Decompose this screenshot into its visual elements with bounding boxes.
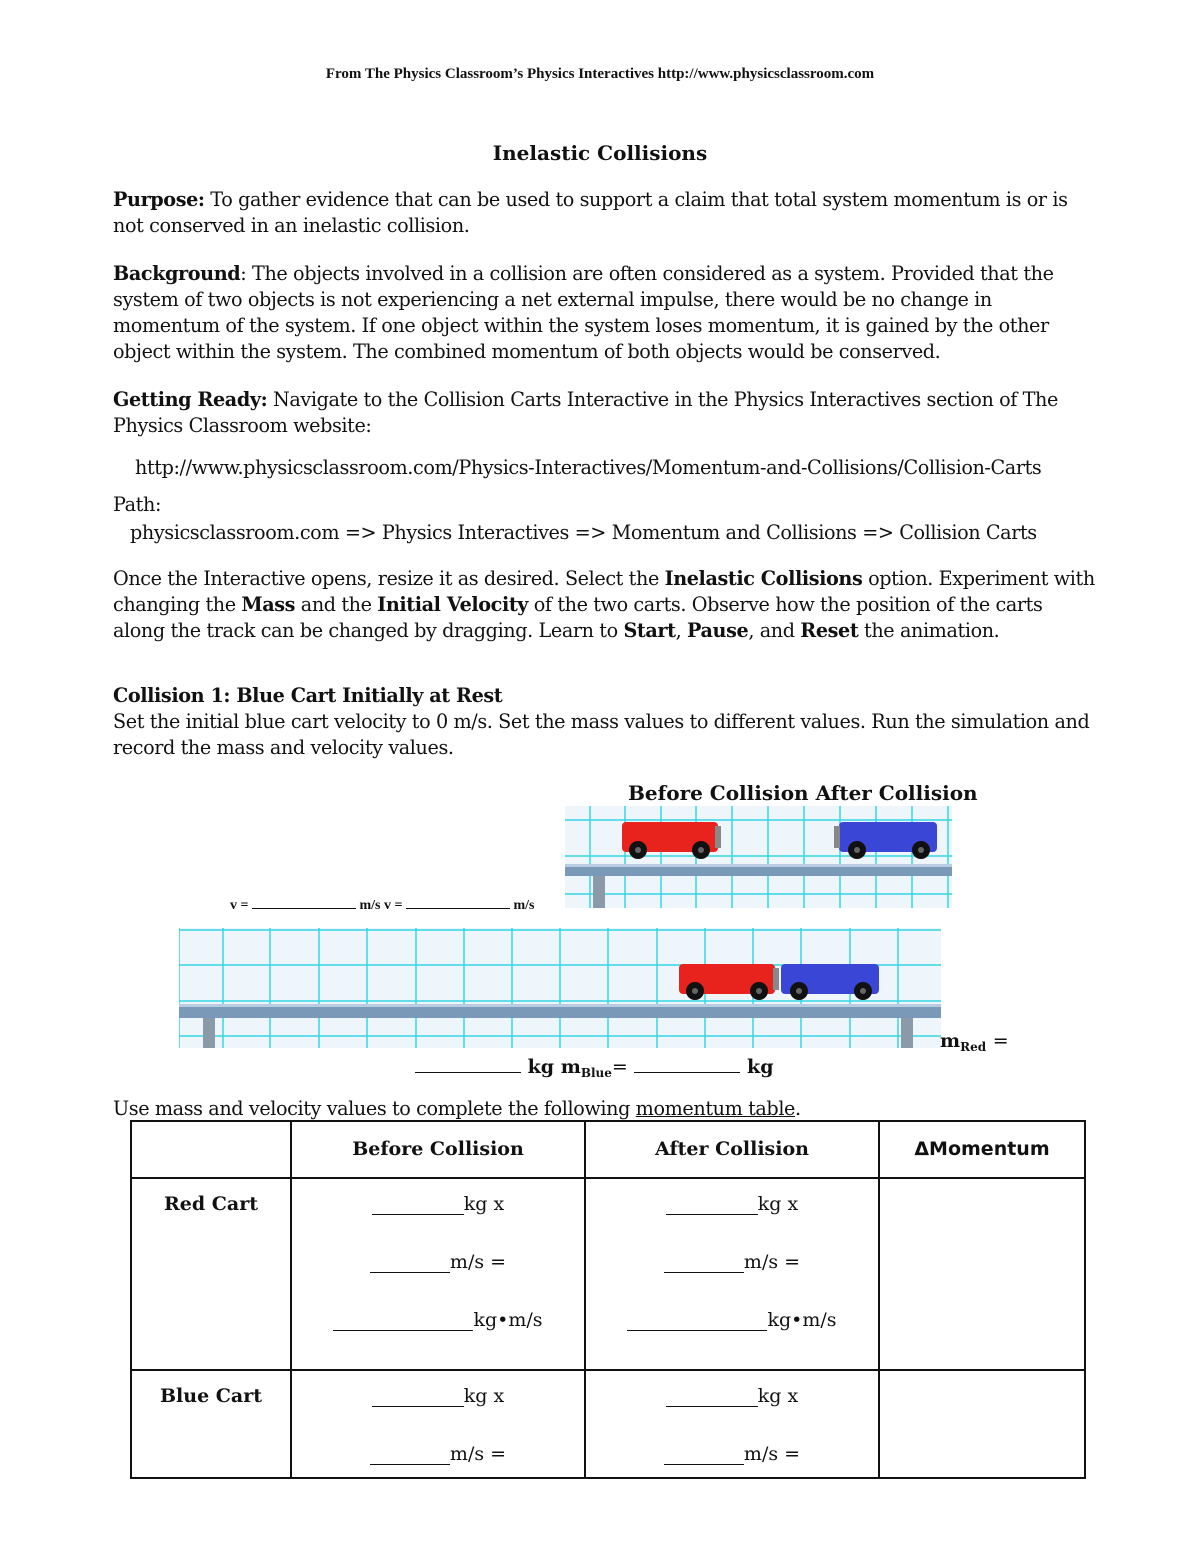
getting-ready-paragraph	[113, 387, 1093, 439]
blue-delta-cell[interactable]	[879, 1370, 1085, 1478]
background-label: Background	[113, 262, 241, 285]
ms-unit-red: m/s	[359, 898, 381, 913]
m-red: m	[940, 1030, 961, 1052]
v-label-red: v =	[230, 898, 249, 913]
getting-ready-label: Getting Ready:	[113, 388, 268, 411]
instr-bold-pause: Pause	[687, 619, 749, 642]
blue-after-cell	[585, 1370, 879, 1478]
table-header-row	[131, 1121, 1085, 1178]
label-after-collision: After Collision	[815, 781, 978, 805]
ms-eq: m/s =	[449, 1251, 507, 1273]
table-intro-link: momentum table	[635, 1097, 796, 1120]
blank[interactable]	[666, 1196, 758, 1215]
velocity-blue-blank[interactable]	[406, 894, 510, 909]
instr-text: of the two carts. Observe how the position of the carts along the track can be changed by dragging. Learn to	[113, 593, 1043, 642]
label-before-collision: Before Collision	[628, 781, 809, 805]
header-empty	[131, 1121, 291, 1178]
blue-after-velocity	[587, 1443, 877, 1473]
ms-eq: m/s =	[743, 1251, 801, 1273]
path-label: Path:	[113, 493, 162, 516]
table-intro	[113, 1096, 1093, 1122]
velocity-red-blank[interactable]	[252, 894, 356, 909]
kg-unit-blue: kg	[747, 1056, 774, 1078]
red-before-cell	[291, 1178, 585, 1370]
interactive-url[interactable]: http://www.physicsclassroom.com/Physics-Interactives/Momentum-and-Collisions/Collision-Carts	[135, 456, 1042, 479]
blank[interactable]	[333, 1312, 473, 1331]
m-blue: m	[560, 1056, 581, 1078]
red-before-momentum	[293, 1309, 583, 1367]
kg-x: kg x	[757, 1385, 799, 1407]
blue-before-mass	[293, 1385, 583, 1443]
ms-eq: m/s =	[449, 1443, 507, 1465]
blank[interactable]	[664, 1446, 744, 1465]
kg-x: kg x	[757, 1193, 799, 1215]
red-delta-cell[interactable]	[879, 1178, 1085, 1370]
mass-blue-blank[interactable]	[634, 1054, 740, 1073]
getting-ready-text: Navigate to the Collision Carts Interactive in the Physics Interactives section of The Physics Classroom website:	[113, 388, 1058, 437]
ms-unit-blue: m/s	[513, 898, 535, 913]
instructions-paragraph	[113, 566, 1098, 644]
red-before-mass	[293, 1193, 583, 1251]
instr-bold-inelastic: Inelastic Collisions	[664, 567, 863, 590]
blank[interactable]	[664, 1254, 744, 1273]
mass-blanks	[415, 1054, 774, 1078]
red-before-velocity	[293, 1251, 583, 1309]
blank[interactable]	[370, 1446, 450, 1465]
blue-before-velocity	[293, 1443, 583, 1473]
table-intro-period: .	[795, 1097, 801, 1120]
instr-text: and the	[295, 593, 378, 616]
momentum-table	[130, 1120, 1086, 1479]
m-blue-equals: =	[611, 1056, 628, 1078]
navigation-path: physicsclassroom.com => Physics Interactives => Momentum and Collisions => Collision Carts	[130, 521, 1037, 544]
blank[interactable]	[372, 1196, 464, 1215]
header-delta-momentum: ΔMomentum	[879, 1121, 1085, 1178]
red-after-momentum	[587, 1309, 877, 1367]
ms-eq: m/s =	[743, 1443, 801, 1465]
background-paragraph	[113, 261, 1093, 365]
table-row-blue	[131, 1370, 1085, 1478]
blank[interactable]	[627, 1312, 767, 1331]
before-collision-image	[565, 806, 952, 908]
instr-text: , and	[748, 619, 801, 642]
velocity-blanks	[230, 894, 534, 914]
red-after-velocity	[587, 1251, 877, 1309]
mass-red-label	[940, 1030, 1009, 1052]
page-title: Inelastic Collisions	[492, 141, 708, 165]
blue-before-cell	[291, 1370, 585, 1478]
blank[interactable]	[372, 1388, 464, 1407]
kg-unit-red: kg	[527, 1056, 555, 1078]
blue-after-mass	[587, 1385, 877, 1443]
collision1-section	[113, 683, 1093, 761]
red-after-cell	[585, 1178, 879, 1370]
blank[interactable]	[666, 1388, 758, 1407]
instr-bold-start: Start	[623, 619, 676, 642]
kg-x: kg x	[463, 1385, 505, 1407]
collision1-heading: Collision 1: Blue Cart Initially at Rest	[113, 684, 503, 707]
blank[interactable]	[370, 1254, 450, 1273]
table-intro-text: Use mass and velocity values to complete the following	[113, 1097, 636, 1120]
page-header: From The Physics Classroom’s Physics Interactives http://www.physicsclassroom.com	[325, 66, 875, 82]
instr-text: Once the Interactive opens, resize it as desired. Select the	[113, 567, 665, 590]
header-before: Before Collision	[291, 1121, 585, 1178]
header-after: After Collision	[585, 1121, 879, 1178]
instr-bold-reset: Reset	[800, 619, 859, 642]
figure-label-before	[628, 781, 978, 805]
instr-text: ,	[675, 619, 687, 642]
table-row-red	[131, 1178, 1085, 1370]
instr-text: option. Experiment with changing the	[113, 567, 1095, 616]
mass-red-blank[interactable]	[415, 1054, 521, 1073]
v-label-blue: v =	[383, 898, 403, 913]
purpose-paragraph	[113, 187, 1093, 239]
m-blue-sub: Blue	[580, 1066, 612, 1080]
kgms: kg•m/s	[767, 1309, 837, 1331]
instr-bold-mass: Mass	[241, 593, 296, 616]
collision1-text: Set the initial blue cart velocity to 0 m/s. Set the mass values to different values. Run the simulation and record the mass and velocity values.	[113, 710, 1090, 759]
red-cart-label: Red Cart	[131, 1178, 291, 1370]
background-text: : The objects involved in a collision are often considered as a system. Provided that the system of two objects is not experiencing a net external impulse, there would be no change in momentum of the system. If one object within the system loses momentum, it is gained by the other object within the system. The combined momentum of both objects would be conserved.	[113, 262, 1054, 363]
after-collision-image	[179, 928, 941, 1048]
kg-x: kg x	[463, 1193, 505, 1215]
red-after-mass	[587, 1193, 877, 1251]
kgms: kg•m/s	[473, 1309, 543, 1331]
instr-bold-velocity: Initial Velocity	[377, 593, 529, 616]
purpose-label: Purpose:	[113, 188, 205, 211]
m-red-equals: =	[992, 1030, 1009, 1052]
instr-text: the animation.	[858, 619, 1000, 642]
purpose-text: To gather evidence that can be used to support a claim that total system momentum is or is not conserved in an inelastic collision.	[113, 188, 1068, 237]
m-red-sub: Red	[960, 1040, 987, 1054]
blue-cart-label: Blue Cart	[131, 1370, 291, 1478]
